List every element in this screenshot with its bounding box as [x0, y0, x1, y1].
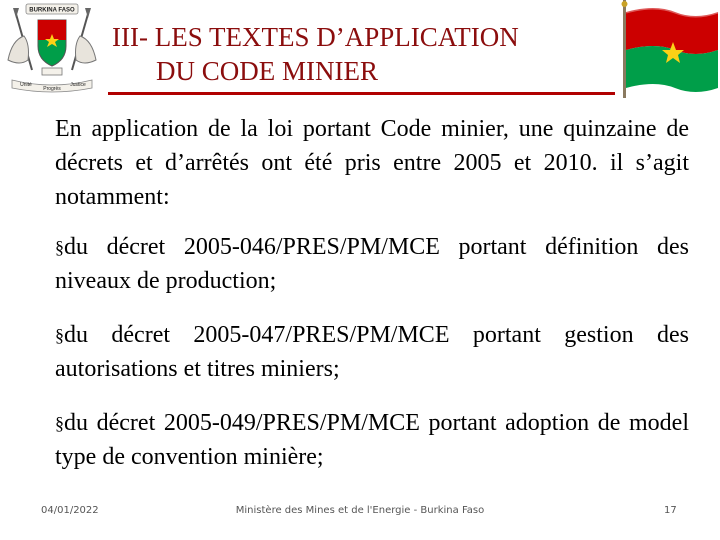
burkina-faso-flag-icon — [615, 0, 720, 98]
emblem-motto-right: Justice — [70, 82, 86, 88]
emblem-country-label: BURKINA FASO — [29, 7, 75, 14]
bullet-text: du décret 2005-046/PRES/PM/MCE portant définition des niveaux de production; — [55, 234, 689, 294]
slide-title — [112, 20, 612, 88]
slide-title-line2: DU CODE MINIER — [156, 56, 378, 86]
bullet-marker: § — [55, 413, 64, 433]
bullet-item — [55, 406, 689, 474]
slide-body — [55, 112, 689, 494]
footer-title: Ministère des Mines et de l'Energie - Burkina Faso — [235, 505, 485, 516]
bullet-text: du décret 2005-047/PRES/PM/MCE portant gestion des autorisations et titres miniers; — [55, 322, 689, 382]
intro-paragraph: En application de la loi portant Code minier, une quinzaine de décrets et d’arrêtés ont été pris entre 2005 et 2010. il s’agit notamment: — [55, 116, 689, 210]
emblem-motto-center: Progrès — [43, 86, 61, 92]
bullet-item — [55, 318, 689, 386]
emblem-motto-left: Unité — [20, 82, 32, 88]
bullet-marker: § — [55, 325, 64, 345]
bullet-marker: § — [55, 237, 64, 257]
title-underline — [108, 92, 628, 95]
slide-title-line1: III- LES TEXTES D’APPLICATION — [112, 22, 519, 52]
page-number: 17 — [664, 505, 677, 516]
footer-date: 04/01/2022 — [41, 505, 99, 516]
coat-of-arms-icon — [2, 0, 102, 96]
bullet-text: du décret 2005-049/PRES/PM/MCE portant adoption de model type de convention minière; — [55, 410, 689, 470]
bullet-item — [55, 230, 689, 298]
